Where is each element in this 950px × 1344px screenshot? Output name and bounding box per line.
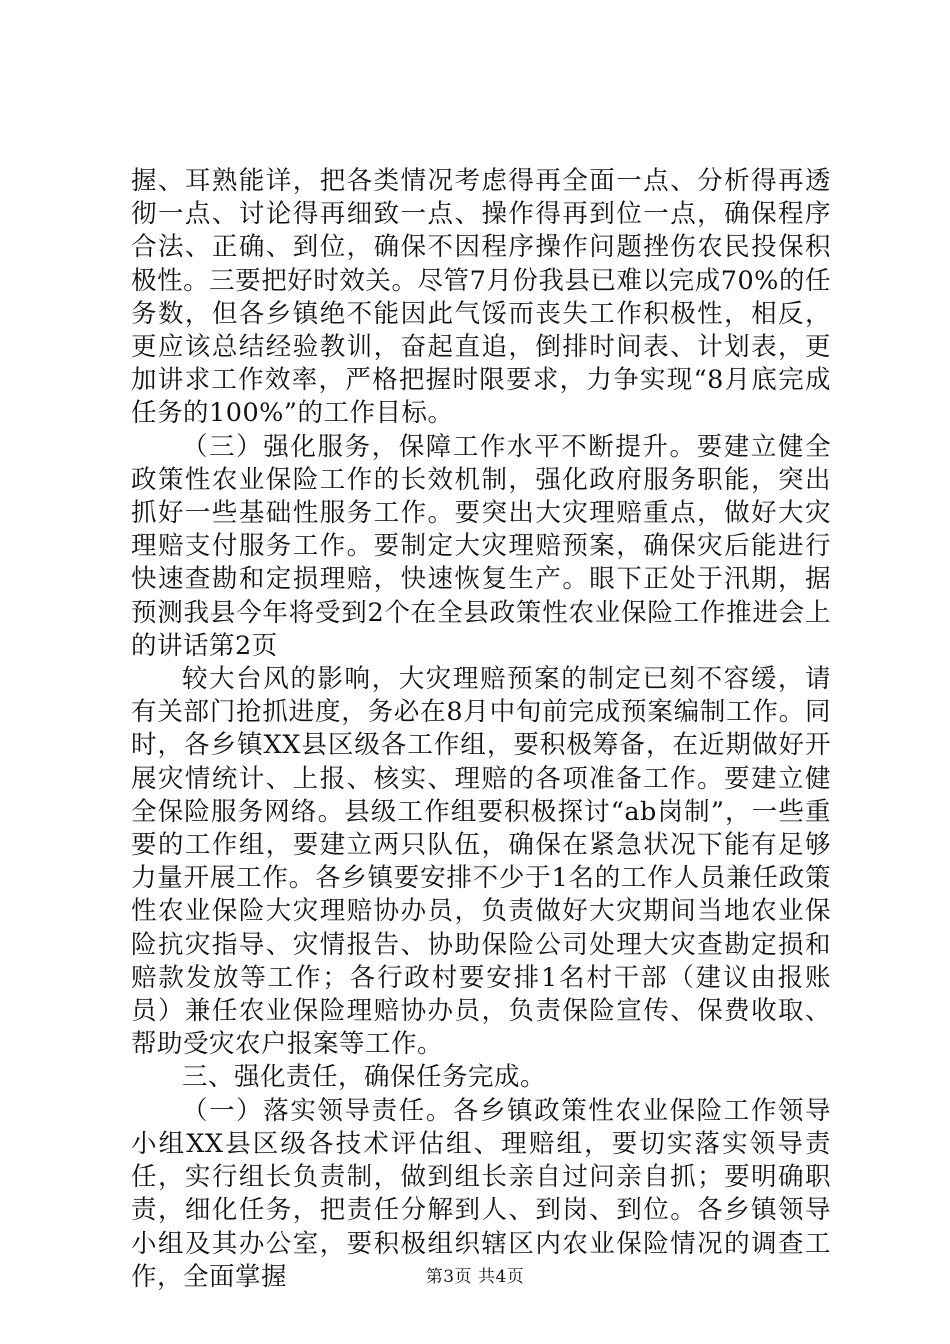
body-paragraph: 握、耳熟能详，把各类情况考虑得再全面一点、分析得再透彻一点、讨论得再细致一点、操作得再到位一点，确保程序合法、正确、到位，确保不因程序操作问题挫伤农民投保积极性。三要把好时效关。尽管7月份我县已难以完成70%的任务数，但各乡镇绝不能因此气馁而丧失工作积极性，相反，更应该总结经验教训，奋起直追，倒排时间表、计划表，更加讲求工作效率，严格把握时限要求，力争实现“8月底完成任务的100%”的工作目标。 xyxy=(131,166,831,429)
document-body xyxy=(131,165,831,1294)
section-heading: 三、强化责任，确保任务完成。 xyxy=(182,1062,547,1093)
body-paragraph: （一）落实领导责任。各乡镇政策性农业保险工作领导小组XX县区级各技术评估组、理赔组，要切实落实领导责任，实行组长负责制，做到组长亲自过问亲自抓；要明确职责，细化任务，把责任分解到人、到岗、到位。各乡镇领导小组及其办公室，要积极组织辖区内农业保险情况的调查工作，全面掌握 xyxy=(131,1095,831,1292)
page-footer: 第3页 共4页 xyxy=(425,1267,525,1287)
body-paragraph: （三）强化服务，保障工作水平不断提升。要建立健全政策性农业保险工作的长效机制，强化政府服务职能，突出抓好一些基础性服务工作。要突出大灾理赔重点，做好大灾理赔支付服务工作。要制定大灾理赔预案，确保灾后能进行快速查勘和定损理赔，快速恢复生产。眼下正处于汛期，据预测我县今年将受到2个在全县政策性农业保险工作推进会上的讲话第2页 xyxy=(131,431,831,661)
body-paragraph: 较大台风的影响，大灾理赔预案的制定已刻不容缓，请有关部门抢抓进度，务必在8月中旬前完成预案编制工作。同时，各乡镇XX县区级各工作组，要积极筹备，在近期做好开展灾情统计、上报、核实、理赔的各项准备工作。要建立健全保险服务网络。县级工作组要积极探讨“ab岗制”，一些重要的工作组，要建立两只队伍，确保在紧急状况下能有足够力量开展工作。各乡镇要安排不少于1名的工作人员兼任政策性农业保险大灾理赔协办员，负责做好大灾期间当地农业保险抗灾指导、灾情报告、协助保险公司处理大灾查勘定损和赔款发放等工作；各行政村要安排1名村干部（建议由报账员）兼任农业保险理赔协办员，负责保险宣传、保费收取、帮助受灾农户报案等工作。 xyxy=(131,664,831,1060)
